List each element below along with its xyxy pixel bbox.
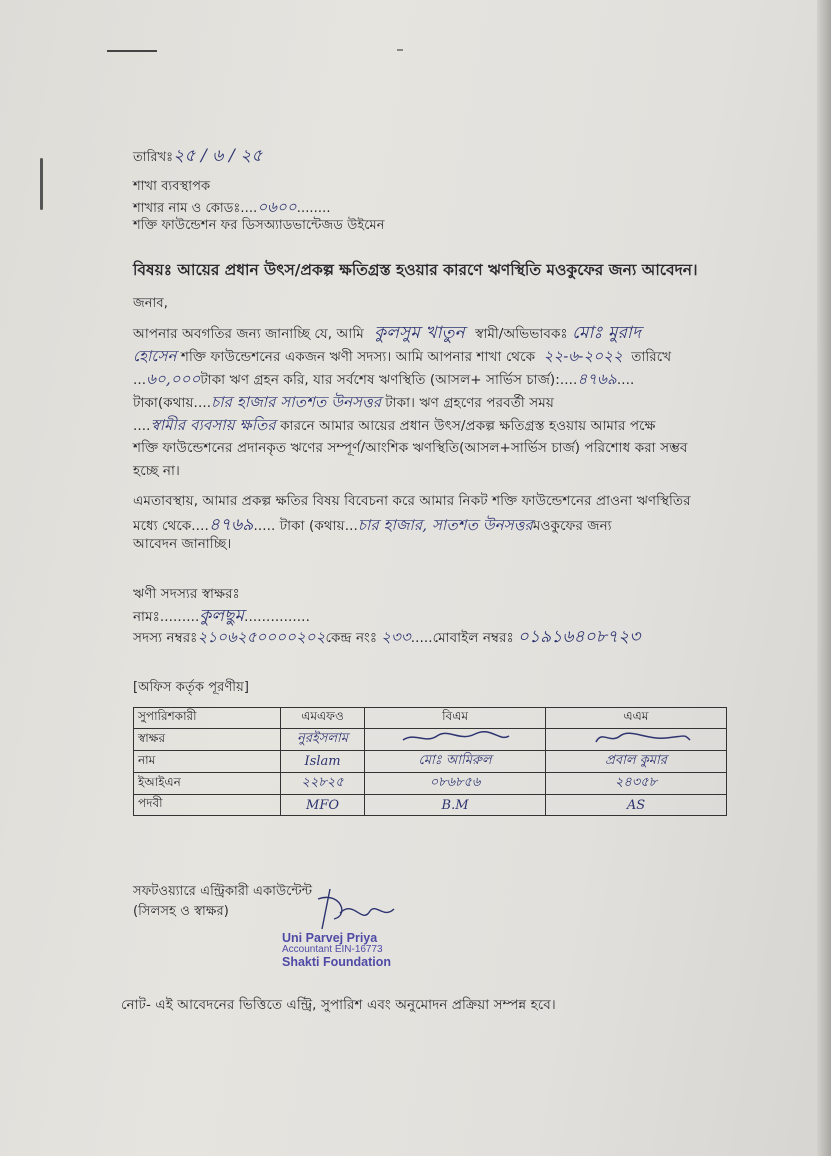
mfo-designation: MFO bbox=[281, 795, 365, 816]
para1-line3: ...৬০,০০০টাকা ঋণ গ্রহন করি, যার সর্বশেষ ঋণস্থিতি (আসল+ সার্ভিস চার্জ):....৪৭৬৯.... bbox=[133, 370, 635, 388]
mobile-value: ০১৯১৬৪০৮৭২৩ bbox=[517, 627, 641, 647]
row-label: ইআইএন bbox=[134, 773, 281, 795]
para1-text9: শক্তি ফাউন্ডেশনের প্রদানকৃত ঋণের সম্পূর্ণ/আংশিক ঋণস্থিতি(আসল+সার্ভিস চার্জ) পরিশোধ করা সম্ভব bbox=[133, 440, 688, 456]
guardian-name: মোঃ মুরাদ bbox=[572, 323, 641, 343]
organization-name: শক্তি ফাউন্ডেশন ফর ডিসঅ্যাডভান্টেজড উইমেন bbox=[133, 218, 385, 233]
am-ein: ২৪৩৫৮ bbox=[546, 773, 727, 795]
branch-code: ০৬০০ bbox=[257, 198, 297, 216]
table-header-row bbox=[134, 708, 727, 729]
member-id-label: সদস্য নম্বরঃ bbox=[133, 630, 198, 646]
para1-text3: শক্তি ফাউন্ডেশনের একজন ঋণী সদস্য। আমি আপনার শাখা থেকে bbox=[180, 349, 536, 365]
table-header: এমএফও bbox=[281, 708, 365, 729]
center-value: ২৩৩ bbox=[381, 628, 411, 646]
member-signature-label: ঋণী সদস্যর স্বাক্ষরঃ bbox=[133, 586, 240, 602]
mfo-ein: ২২৮২৫ bbox=[281, 773, 365, 795]
para1-text7: টাকা। ঋণ গ্রহণের পরবর্তী সময় bbox=[385, 395, 554, 411]
row-label: পদবী bbox=[134, 795, 281, 816]
top-dash-mark-2 bbox=[397, 49, 403, 51]
recommendation-table bbox=[133, 707, 727, 816]
recipient-title: শাখা ব্যবস্থাপক bbox=[133, 179, 211, 194]
waiver-amount: ৪৭৬৯ bbox=[208, 515, 254, 535]
loan-date: ২২-৬-২০২২ bbox=[543, 347, 623, 365]
member-name-value: কুলছুম bbox=[199, 606, 245, 626]
guardian-name-2: হোসেন bbox=[133, 347, 177, 365]
loss-reason: স্বামীর ব্যবসায় ক্ষতির bbox=[150, 416, 276, 434]
table-header: বিএম bbox=[365, 708, 546, 729]
loan-amount: ৬০,০০০ bbox=[146, 370, 201, 388]
center-label: কেন্দ্র নংঃ bbox=[325, 630, 378, 646]
applicant-name: কুলসুম খাতুন bbox=[374, 323, 465, 343]
para1-line1 bbox=[133, 320, 641, 348]
member-id-value: ২১০৬২৫০০০০২০২ bbox=[197, 628, 326, 646]
table-header: সুপারিশকারী bbox=[134, 708, 281, 729]
stamp-name: Uni Parvej Priya bbox=[282, 931, 378, 945]
footer-note: নোট- এই আবেদনের ভিত্তিতে এন্ট্রি, সুপারিশ এবং অনুমোদন প্রক্রিয়া সম্পন্ন হবে। bbox=[121, 997, 556, 1013]
para2-text3: ..... টাকা (কথায়... bbox=[253, 518, 358, 534]
balance-in-words: চার হাজার সাতশত উনসত্তর bbox=[211, 393, 382, 411]
bm-signature bbox=[365, 729, 546, 751]
para2-line1: এমতাবস্থায়, আমার প্রকল্প ক্ষতির বিষয় বিবেচনা করে আমার নিকট শক্তি ফাউন্ডেশনের প্রাওনা ঋণস্থিতির bbox=[133, 493, 691, 509]
para1-line2 bbox=[133, 345, 671, 370]
row-label: নাম bbox=[134, 751, 281, 773]
stamp-org: Shakti Foundation bbox=[282, 955, 392, 969]
date-label: তারিখঃ bbox=[133, 150, 174, 165]
bm-ein: ০৮৬৮৫৬ bbox=[365, 773, 546, 795]
date-line bbox=[133, 143, 263, 171]
mfo-signature: নুরইসলাম bbox=[281, 729, 365, 751]
para1-text1: আপনার অবগতির জন্য জানাচ্ছি যে, আমি bbox=[133, 326, 364, 342]
mfo-name: Islam bbox=[281, 751, 365, 773]
para2-text4: মওকুফের জন্য bbox=[532, 518, 612, 534]
para1-line5: ....স্বামীর ব্যবসায় ক্ষতির কারনে আমার আয়ের প্রধান উৎস/প্রকল্প ক্ষতিগ্রস্ত হওয়ায় আমার পক্ষে bbox=[133, 416, 656, 434]
para1-text8: কারনে আমার আয়ের প্রধান উৎস/প্রকল্প ক্ষতিগ্রস্ত হওয়ায় আমার পক্ষে bbox=[280, 418, 656, 434]
para1-text5: টাকা ঋণ গ্রহন করি, যার সর্বশেষ ঋণস্থিতি (আসল+ সার্ভিস চার্জ):.... bbox=[200, 372, 578, 388]
para2-text2: মধ্যে থেকে.... bbox=[133, 518, 209, 534]
branch-label: শাখার নাম ও কোডঃ.... bbox=[133, 201, 258, 216]
page-edge bbox=[817, 0, 831, 1156]
accountant-signature bbox=[300, 885, 400, 937]
bm-name: মোঃ আমিরুল bbox=[365, 751, 546, 773]
accountant-seal-label: (সিলসহ ও স্বাক্ষর) bbox=[133, 904, 229, 919]
member-id-line bbox=[133, 624, 640, 652]
table-header: এএম bbox=[546, 708, 727, 729]
para1-line6 bbox=[133, 437, 687, 460]
table-row bbox=[134, 795, 727, 816]
accountant-stamp bbox=[282, 932, 391, 968]
table-row bbox=[134, 729, 727, 751]
stamp-title: Accountant EIN-16773 bbox=[282, 944, 383, 955]
para1-text4: তারিখে bbox=[631, 349, 672, 365]
bm-signature-scrawl bbox=[395, 730, 515, 746]
para1-text6: টাকা(কথায়.... bbox=[133, 395, 212, 411]
para2-line3: আবেদন জানাচ্ছি। bbox=[133, 536, 232, 552]
row-label: স্বাক্ষর bbox=[134, 729, 281, 751]
member-name-dots: ............... bbox=[244, 609, 310, 625]
accountant-label: সফটওয়্যারে এন্ট্রিকারী একাউন্টেন্ট bbox=[133, 884, 313, 899]
table-row bbox=[134, 751, 727, 773]
date-value: ২৫ / ৬ / ২৫ bbox=[173, 146, 263, 166]
para1-line7: হচ্ছে না। bbox=[133, 463, 180, 479]
margin-mark bbox=[40, 158, 43, 210]
para1-line4 bbox=[133, 391, 554, 416]
branch-dots: ........ bbox=[296, 201, 331, 216]
waiver-in-words: চার হাজার, সাতশত উনসত্তর bbox=[357, 516, 533, 534]
member-name-label: নামঃ......... bbox=[133, 609, 200, 625]
balance-amount: ৪৭৬৯ bbox=[577, 370, 617, 388]
table-row bbox=[134, 773, 727, 795]
am-signature-scrawl bbox=[576, 730, 696, 746]
salutation: জনাব, bbox=[133, 296, 168, 311]
mobile-label: .....মোবাইল নম্বরঃ bbox=[410, 630, 514, 646]
am-designation: AS bbox=[546, 795, 727, 816]
am-name: প্রবাল কুমার bbox=[546, 751, 727, 773]
bm-designation: B.M bbox=[365, 795, 546, 816]
subject-line: বিষয়ঃ আয়ের প্রধান উৎস/প্রকল্প ক্ষতিগ্রস্ত হওয়ার কারণে ঋণস্থিতি মওকুফের জন্য আবেদন। bbox=[133, 261, 698, 279]
para1-text2: স্বামী/অভিভাবকঃ bbox=[475, 326, 568, 342]
top-dash-mark bbox=[107, 50, 157, 52]
am-signature bbox=[546, 729, 727, 751]
office-note: [অফিস কর্তৃক পূরণীয়] bbox=[133, 680, 250, 695]
